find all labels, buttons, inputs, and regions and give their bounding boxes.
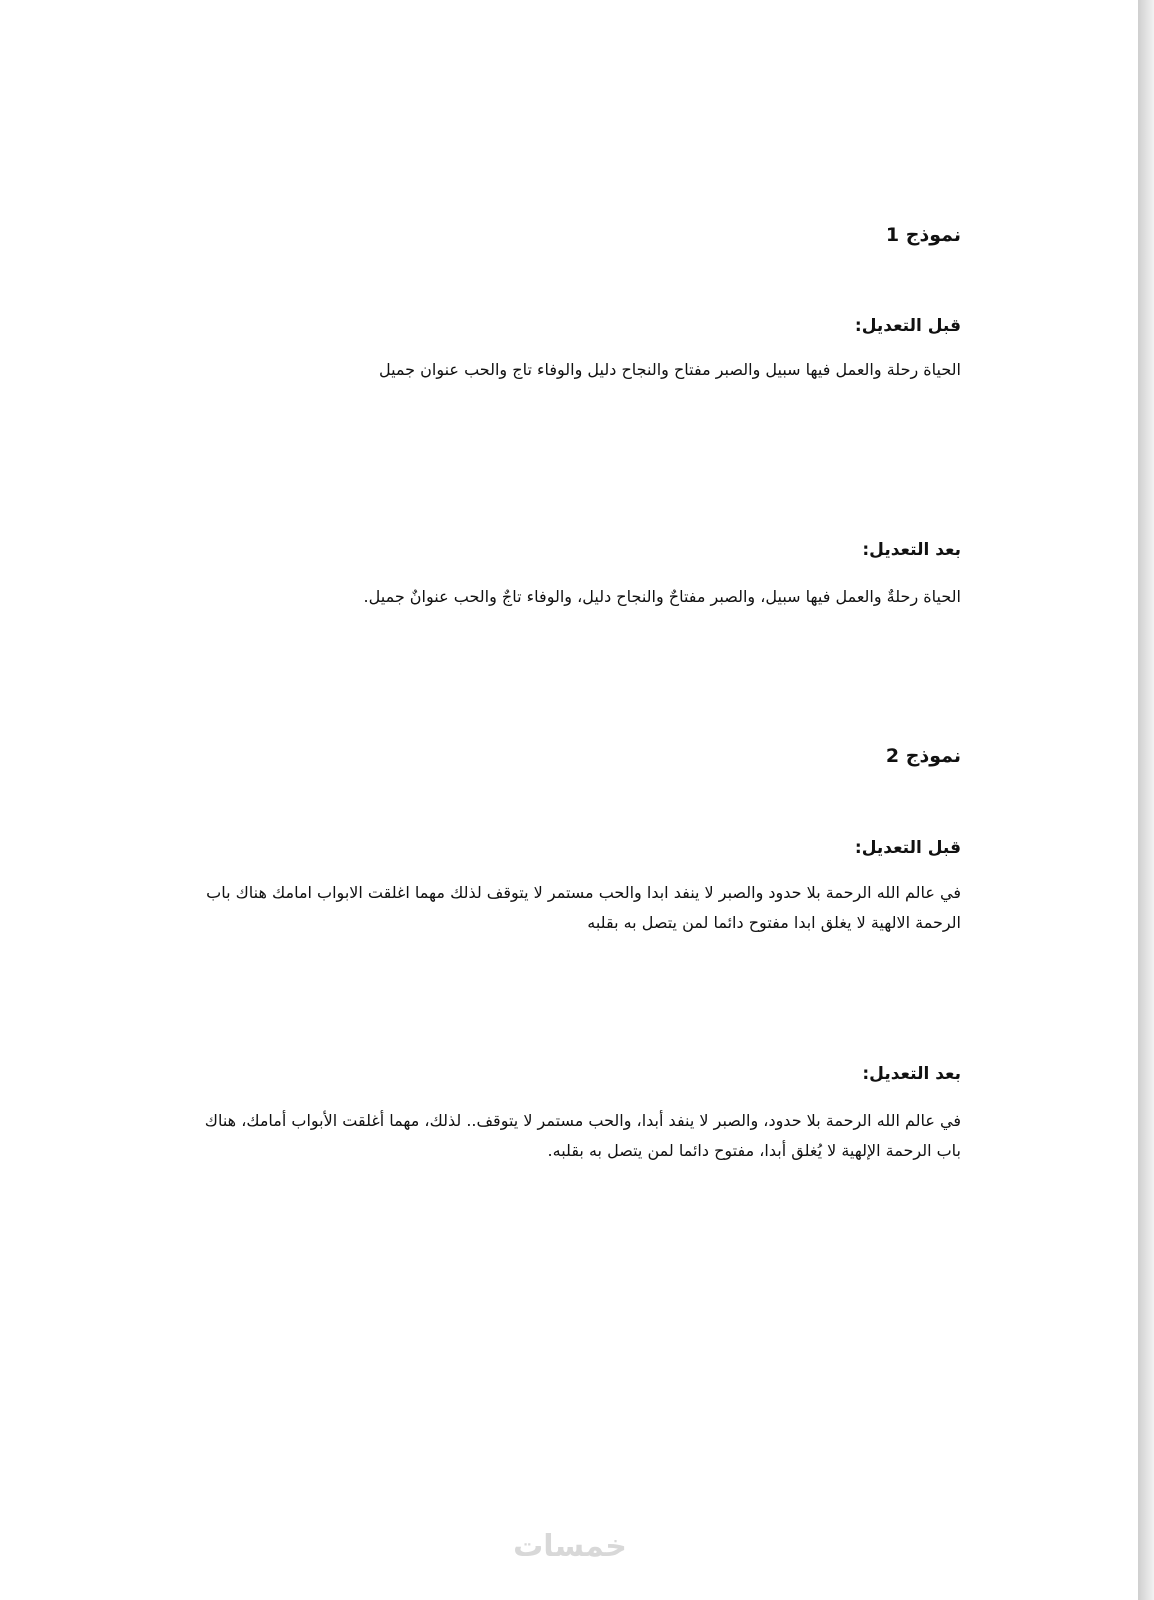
sample-2-title: نموذج 2 [885, 745, 961, 767]
sample-1-title: نموذج 1 [885, 224, 961, 246]
sample-1-after-heading: بعد التعديل: [862, 540, 961, 560]
sample-2-after-text: في عالم الله الرحمة بلا حدود، والصبر لا ينفد أبدا، والحب مستمر لا يتوقف.. لذلك، مهما أغلقت الأبواب أمامك، هناك باب الرحمة الإلهية لا يُغلق أبدا، مفتوح دائما لمن يتصل به بقلبه. [204, 1111, 961, 1160]
sample-1-before-heading: قبل التعديل: [854, 316, 961, 336]
sample-2-before-heading: قبل التعديل: [854, 838, 961, 858]
page-edge-shadow [1138, 0, 1154, 1600]
watermark-logo: خمسات [513, 1529, 627, 1564]
sample-1-after-text: الحياة رحلةٌ والعمل فيها سبيل، والصبر مفتاحٌ والنجاح دليل، والوفاء تاجٌ والحب عنوانٌ جميل. [363, 587, 961, 606]
sample-2-before-text: في عالم الله الرحمة بلا حدود والصبر لا ينفد ابدا والحب مستمر لا يتوقف لذلك مهما اغلقت الابواب امامك هناك باب الرحمة الالهية لا يغلق ابدا مفتوح دائما لمن يتصل به بقلبه [206, 883, 961, 932]
sample-1-before-text: الحياة رحلة والعمل فيها سبيل والصبر مفتاح والنجاح دليل والوفاء تاج والحب عنوان جميل [378, 360, 961, 379]
sample-2-after-heading: بعد التعديل: [862, 1064, 961, 1084]
